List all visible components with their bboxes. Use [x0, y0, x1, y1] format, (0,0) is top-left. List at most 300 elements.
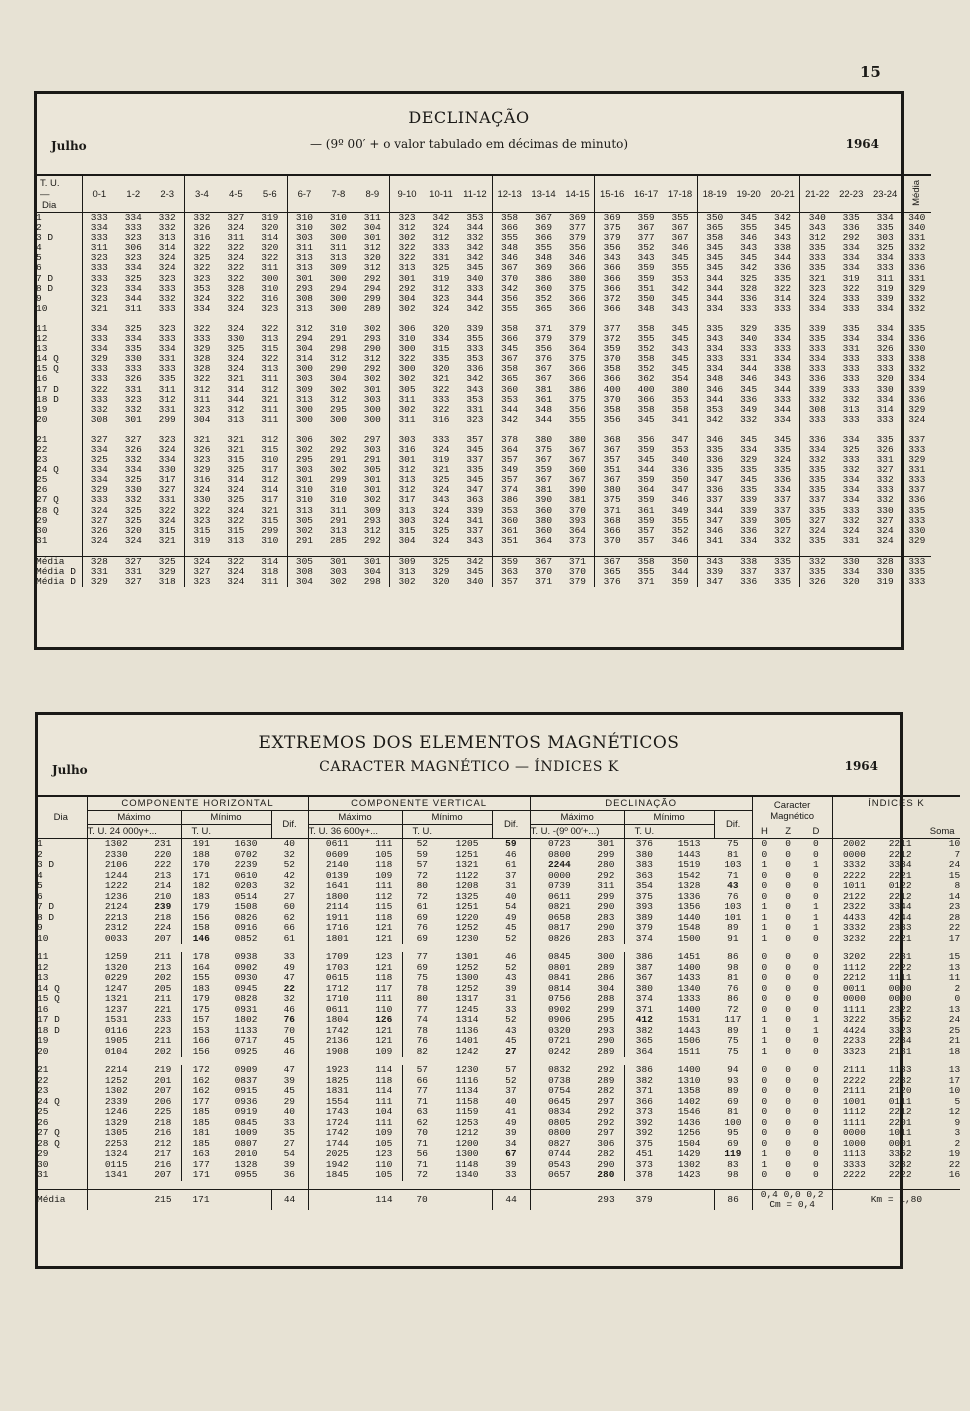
- declinacao-value: 334: [82, 344, 116, 354]
- declinacao-value: 300: [329, 414, 347, 425]
- declinacao-value: 326: [876, 344, 894, 355]
- tu-label: T. U.: [308, 826, 329, 837]
- extremos-value: 1328: [677, 881, 701, 891]
- extremos-value: 1: [752, 923, 776, 934]
- declinacao-value: 346: [697, 385, 731, 395]
- declinacao-value: 331: [158, 495, 176, 506]
- declinacao-value: 367: [492, 263, 526, 273]
- footer-cell: 86: [714, 1189, 752, 1210]
- extremos-value: 1321: [455, 860, 479, 870]
- table-row: [35, 860, 960, 871]
- declinacao-value: 342: [466, 303, 484, 314]
- row-day-label: 24 Q: [36, 465, 59, 476]
- declinacao-value: 350: [637, 293, 655, 304]
- extremos-header-D: D: [800, 825, 832, 839]
- extremos-value: 9: [954, 1117, 961, 1128]
- declinacao-value: 321: [800, 274, 834, 284]
- extremos-value: 0754: [530, 1086, 588, 1097]
- declinacao-value: 324: [842, 525, 860, 536]
- declinacao-value: 330: [876, 505, 894, 516]
- extremos-value: 293: [597, 1025, 615, 1036]
- declinacao-value: 333: [800, 415, 834, 425]
- declinacao-value: 315: [227, 525, 245, 536]
- declinacao-value: 370: [595, 536, 629, 546]
- declinacao-value: 345: [637, 455, 655, 466]
- declinacao-value: 334: [432, 334, 450, 345]
- declinacao-value: 331: [842, 344, 860, 355]
- extremos-header-h-max: Máximo: [87, 811, 181, 825]
- declinacao-value: 322: [227, 515, 245, 526]
- table-row: [35, 1005, 960, 1016]
- declinacao-value: 314: [227, 384, 245, 395]
- declinacao-value: 353: [492, 506, 526, 516]
- extremos-value: 78: [402, 1026, 442, 1037]
- declinacao-value: 331: [432, 253, 450, 264]
- extremos-value: 1743: [308, 1107, 366, 1118]
- extremos-value: 39: [505, 983, 517, 994]
- declinacao-value: 344: [740, 364, 758, 375]
- extremos-value: 0242: [530, 1047, 588, 1058]
- extremos-value: 67: [505, 1149, 517, 1159]
- declinacao-value: 335: [158, 374, 176, 385]
- declinacao-value: 300: [287, 364, 321, 374]
- declinacao-value: 324: [227, 253, 245, 264]
- extremos-value: 146: [181, 934, 221, 945]
- declinacao-value: 312: [363, 354, 381, 365]
- declinacao-value: 335: [800, 536, 834, 546]
- extremos-value: 71: [402, 1139, 442, 1150]
- extremos-value: 1451: [677, 952, 701, 962]
- row-day-label: 10: [36, 303, 48, 314]
- declinacao-value: 337: [697, 495, 731, 505]
- extremos-value: 0902: [234, 962, 258, 973]
- extremos-value: 0: [785, 1065, 791, 1075]
- extremos-value: 157: [181, 1015, 221, 1026]
- extremos-value: 378: [624, 1170, 664, 1181]
- extremos-value: 300: [597, 952, 615, 962]
- declinacao-value: 368: [595, 516, 629, 526]
- extremos-value: 3202: [832, 952, 876, 963]
- declinacao-value: 321: [227, 434, 245, 445]
- extremos-value: 5: [954, 1096, 961, 1107]
- declinacao-value: 381: [568, 495, 587, 506]
- extremos-value: 206: [154, 1096, 172, 1107]
- extremos-header-h-dif: Dif.: [271, 811, 308, 839]
- extremos-value: 0821: [530, 902, 588, 913]
- declinacao-value: 334: [842, 567, 860, 577]
- declinacao-value: 310: [329, 495, 347, 506]
- extremos-value: 1314: [455, 1015, 479, 1025]
- extremos-header-v-max: Máximo: [308, 811, 402, 825]
- extremos-header-Z: Z: [776, 825, 800, 839]
- declinacao-value: 315: [261, 444, 279, 455]
- extremos-value: 299: [597, 849, 615, 860]
- declinacao-value: 333: [185, 334, 219, 344]
- extremos-value: 1825: [308, 1076, 366, 1087]
- declinacao-value: 300: [363, 414, 381, 425]
- declinacao-value: 325: [82, 455, 116, 465]
- extremos-value: 47: [283, 1065, 295, 1075]
- extremos-value: 31: [505, 881, 517, 891]
- extremos-value: 62: [283, 912, 295, 923]
- declinacao-value: 302: [287, 526, 321, 536]
- declinacao-value: 323: [432, 293, 450, 304]
- declinacao-value: 355: [637, 567, 655, 577]
- declinacao-header-hour: 4-5: [219, 175, 253, 213]
- declinacao-value: 333: [158, 334, 176, 345]
- declinacao-value: 327: [116, 556, 150, 567]
- extremos-value: 386: [624, 952, 664, 963]
- declinacao-value: 335: [774, 323, 792, 334]
- extremos-value: 1251: [455, 902, 479, 912]
- declinacao-value: 331: [158, 354, 176, 365]
- extremos-header-caracter: Caracter Magnético: [752, 796, 832, 825]
- declinacao-value: 311: [158, 384, 176, 395]
- extremos-value: 0122: [888, 881, 912, 891]
- extremos-value: 0915: [234, 1086, 258, 1096]
- declinacao-value: 380: [568, 434, 587, 445]
- extremos-value: 375: [624, 892, 664, 903]
- extremos-value: 0611: [308, 839, 366, 850]
- declinacao-value: 327: [876, 465, 894, 476]
- row-day-label: 22: [36, 444, 48, 455]
- extremos-value: 1554: [308, 1097, 366, 1108]
- declinacao-value: 319: [432, 455, 450, 466]
- declinacao-value: 335: [774, 444, 792, 455]
- declinacao-value: 362: [637, 374, 655, 385]
- table-row: [34, 304, 931, 314]
- extremos-value: 181: [181, 1128, 221, 1139]
- declinacao-value: 379: [568, 323, 587, 334]
- extremos-value: 111: [375, 994, 393, 1004]
- extremos-value: 297: [597, 1096, 615, 1107]
- extremos-value: 2244: [530, 860, 588, 871]
- extremos-value: 379: [624, 923, 664, 934]
- row-day-label: Média: [34, 556, 82, 567]
- extremos-value: 59: [402, 850, 442, 861]
- extremos-value: 32: [283, 881, 295, 891]
- declinacao-value: 331: [842, 535, 860, 546]
- extremos-value: 111: [375, 838, 393, 849]
- extremos-value: 118: [375, 912, 393, 923]
- extremos-value: 1256: [677, 1128, 701, 1138]
- extremos-value: 0938: [234, 952, 258, 962]
- declinacao-value: 367: [671, 233, 689, 244]
- table-row: [35, 994, 960, 1005]
- row-day-label: 28 Q: [37, 1138, 60, 1149]
- declinacao-value: 332: [124, 495, 142, 506]
- declinacao-value: 302: [390, 577, 424, 587]
- extremos-value: 46: [283, 1004, 295, 1015]
- declinacao-value: 326: [185, 445, 219, 455]
- extremos-value: 0: [813, 994, 819, 1004]
- extremos-value: 156: [181, 1047, 221, 1058]
- extremos-value: 0: [785, 1036, 791, 1046]
- declinacao-value: 301: [124, 414, 142, 425]
- extremos-value: 1: [752, 1047, 776, 1058]
- declinacao-value: 320: [363, 253, 381, 264]
- declinacao-value: 335: [876, 434, 894, 445]
- table-row: [34, 385, 931, 395]
- declinacao-value: 370: [492, 274, 526, 284]
- extremos-value: 11: [948, 973, 961, 983]
- extremos-value: 0: [785, 952, 791, 962]
- declinacao-value: 318: [158, 577, 176, 588]
- extremos-value: 0916: [234, 923, 258, 933]
- declinacao-value: 345: [740, 212, 758, 223]
- declinacao-value: 379: [595, 233, 629, 243]
- extremos-value: 40: [283, 1107, 295, 1117]
- extremos-value: 2213: [87, 913, 145, 924]
- extremos-header-soma: Soma: [924, 825, 960, 839]
- declinacao-value: 364: [568, 344, 587, 355]
- extremos-value: 0611: [530, 892, 588, 903]
- row-day-label: 18 D: [37, 1025, 60, 1036]
- extremos-value: 0033: [87, 934, 145, 945]
- extremos-value: 0827: [530, 1139, 588, 1150]
- declinacao-value: 335: [800, 485, 834, 495]
- extremos-value: 33: [283, 1117, 295, 1128]
- extremos-value: 171: [181, 871, 221, 882]
- declinacao-value: 380: [595, 485, 629, 495]
- declinacao-value: 337: [740, 567, 758, 577]
- declinacao-value: 356: [568, 404, 587, 415]
- extremos-value: 1440: [677, 912, 701, 923]
- declinacao-value: 343: [800, 223, 834, 233]
- declinacao-value: 332: [903, 364, 931, 374]
- declinacao-value: 306: [124, 243, 142, 254]
- declinacao-value: 366: [568, 293, 587, 304]
- declinacao-value: 324: [876, 525, 894, 536]
- row-day-label: 12: [37, 962, 49, 973]
- extremos-value: 1246: [87, 1107, 145, 1118]
- extremos-value: 1111: [832, 1005, 876, 1016]
- row-day-label: 25: [37, 1107, 49, 1117]
- declinacao-value: 292: [329, 444, 347, 455]
- extremos-value: 49: [283, 962, 295, 973]
- declinacao-value: 386: [492, 495, 526, 505]
- row-day-label: 11: [37, 952, 49, 962]
- extremos-value: 0800: [530, 1128, 588, 1139]
- declinacao-value: 333: [466, 344, 484, 355]
- extremos-value: 1305: [87, 1128, 145, 1139]
- declinacao-value: 346: [492, 253, 526, 263]
- extremos-value: 98: [727, 962, 739, 973]
- declinacao-value: 302: [329, 465, 347, 476]
- declinacao-value: 324: [158, 263, 176, 274]
- declinacao-value: 321: [227, 374, 245, 385]
- table-row: [35, 1149, 960, 1160]
- extremos-value: 1710: [308, 994, 366, 1005]
- declinacao-value: 345: [740, 434, 758, 445]
- extremos-value: 3232: [888, 1159, 912, 1170]
- extremos-value: 1742: [308, 1026, 366, 1037]
- extremos-value: 2122: [832, 892, 876, 903]
- extremos-value: 1329: [87, 1118, 145, 1129]
- declinacao-value: 327: [774, 525, 792, 536]
- extremos-value: 52: [283, 860, 295, 870]
- extremos-value: 1: [752, 1149, 776, 1160]
- extremos-value: 13: [948, 962, 961, 973]
- declinacao-value: 329: [740, 455, 758, 466]
- extremos-value: 207: [154, 933, 172, 944]
- table-row: [34, 415, 931, 425]
- declinacao-value: 367: [534, 364, 553, 375]
- declinacao-value: 313: [390, 263, 424, 273]
- declinacao-value: 334: [697, 344, 731, 354]
- declinacao-value: 333: [82, 334, 116, 344]
- declinacao-value: 330: [124, 485, 142, 496]
- declinacao-value: 319: [432, 273, 450, 284]
- extremos-value: 0: [813, 849, 819, 860]
- extremos-value: 0: [813, 1046, 819, 1057]
- extremos-value: 37: [505, 1086, 517, 1096]
- extremos-value: 1340: [455, 1170, 479, 1180]
- extremos-value: 91: [727, 933, 739, 944]
- declinacao-value: 334: [82, 324, 116, 334]
- declinacao-value: 324: [185, 485, 219, 495]
- declinacao-value: 332: [842, 515, 860, 526]
- declinacao-value: 316: [261, 293, 279, 304]
- declinacao-value: 333: [432, 394, 450, 405]
- extremos-value: 311: [597, 881, 615, 891]
- extremos-value: 1302: [677, 1159, 701, 1170]
- declinacao-value: 379: [568, 233, 587, 244]
- declinacao-value: 335: [766, 556, 800, 567]
- declinacao-value: 301: [287, 274, 321, 284]
- table-row: [34, 556, 931, 567]
- declinacao-value: 311: [390, 415, 424, 425]
- declinacao-value: 344: [697, 274, 731, 284]
- extremos-value: 40: [505, 891, 517, 902]
- extremos-value: 0: [813, 1004, 819, 1015]
- extremos-value: 304: [597, 983, 615, 994]
- declinacao-value: 375: [595, 223, 629, 233]
- declinacao-value: 336: [774, 263, 792, 274]
- extremos-value: 15: [948, 870, 961, 881]
- declinacao-value: 356: [534, 344, 553, 355]
- declinacao-value: 344: [466, 293, 484, 304]
- extremos-value: 1244: [87, 871, 145, 882]
- extremos-value: 0930: [234, 973, 258, 983]
- declinacao-value: 322: [82, 385, 116, 395]
- declinacao-value: 335: [800, 465, 834, 475]
- declinacao-value: 316: [432, 414, 450, 425]
- declinacao-value: 302: [390, 374, 424, 384]
- declinacao-value: 332: [158, 212, 176, 223]
- declinacao-value: 305: [390, 385, 424, 395]
- extremos-value: 164: [181, 963, 221, 974]
- declinacao-value: 335: [697, 324, 731, 334]
- extremos-value: 71: [727, 870, 739, 881]
- extremos-value: 1641: [308, 881, 366, 892]
- extremos-value: 225: [154, 1107, 172, 1117]
- extremos-value: 283: [597, 912, 615, 923]
- declinacao-value: 323: [82, 284, 116, 294]
- declinacao-value: 359: [671, 577, 689, 588]
- declinacao-value: 347: [697, 516, 731, 526]
- declinacao-value: 345: [740, 384, 758, 395]
- declinacao-value: 344: [697, 284, 731, 294]
- declinacao-header-hour: 21-22: [800, 175, 834, 213]
- extremos-value: 1511: [677, 1046, 701, 1057]
- extremos-value: 1230: [455, 933, 479, 944]
- declinacao-value: 366: [595, 263, 629, 273]
- declinacao-value: 376: [534, 354, 553, 365]
- declinacao-value: 345: [697, 243, 731, 253]
- extremos-value: 0: [752, 1005, 776, 1016]
- extremos-value: 2025: [308, 1149, 366, 1160]
- declinacao-value: 367: [492, 354, 526, 364]
- extremos-value: 1301: [455, 952, 479, 962]
- declinacao-value: 359: [492, 556, 526, 567]
- declinacao-value: 297: [363, 434, 381, 445]
- row-day-label: 1: [36, 212, 42, 223]
- extremos-header-h-min-tu: T. U.: [181, 825, 221, 839]
- extremos-value: 0: [813, 1107, 819, 1117]
- table-row: [35, 913, 960, 924]
- declinacao-value: 359: [637, 515, 655, 526]
- declinacao-value: 312: [390, 465, 424, 475]
- declinacao-value: 342: [492, 284, 526, 294]
- declinacao-value: 329: [82, 485, 116, 495]
- extremos-value: 82: [402, 1047, 442, 1058]
- extremos-value: 0936: [234, 1096, 258, 1107]
- extremos-value: 0: [785, 923, 791, 933]
- extremos-value: 28: [948, 912, 961, 923]
- declinacao-value: 335: [697, 465, 731, 475]
- extremos-value: 2212: [888, 849, 912, 860]
- extremos-value: 0909: [234, 1065, 258, 1075]
- declinacao-value: 312: [329, 354, 347, 365]
- table-row: [35, 1097, 960, 1108]
- declinacao-value: 340: [740, 334, 758, 345]
- declinacao-value: 355: [466, 334, 484, 345]
- extremos-value: 0: [813, 962, 819, 973]
- declinacao-value: 319: [876, 283, 894, 294]
- declinacao-value: 333: [466, 283, 484, 294]
- declinacao-header-hour: 7-8: [321, 175, 355, 213]
- table-row: [34, 223, 931, 233]
- declinacao-value: 345: [671, 364, 689, 375]
- row-day-label: 1: [37, 838, 43, 849]
- declinacao-year: 1964: [845, 137, 879, 151]
- declinacao-value: 328: [185, 364, 219, 374]
- declinacao-value: 361: [534, 394, 553, 405]
- extremos-value: 1358: [677, 1086, 701, 1096]
- extremos-value: 289: [597, 1075, 615, 1086]
- declinacao-value: 315: [261, 344, 279, 355]
- extremos-value: 156: [181, 913, 221, 924]
- declinacao-value: 352: [637, 344, 655, 355]
- extremos-value: 1400: [677, 962, 701, 973]
- declinacao-value: 304: [363, 223, 381, 234]
- declinacao-value: 292: [363, 273, 381, 284]
- declinacao-value: 329: [82, 354, 116, 364]
- declinacao-value: 312: [390, 223, 424, 233]
- extremos-value: 0902: [530, 1005, 588, 1016]
- declinacao-value: 334: [158, 344, 176, 355]
- declinacao-value: 323: [185, 577, 219, 587]
- extremos-value: 0: [813, 973, 819, 983]
- declinacao-value: 371: [595, 506, 629, 516]
- declinacao-value: 347: [697, 577, 731, 587]
- extremos-value: 1200: [455, 1138, 479, 1149]
- extremos-value: 0104: [87, 1047, 145, 1058]
- declinacao-header-tu-dia: [34, 175, 82, 213]
- declinacao-value: 302: [329, 577, 347, 588]
- declinacao-value: 334: [124, 263, 142, 274]
